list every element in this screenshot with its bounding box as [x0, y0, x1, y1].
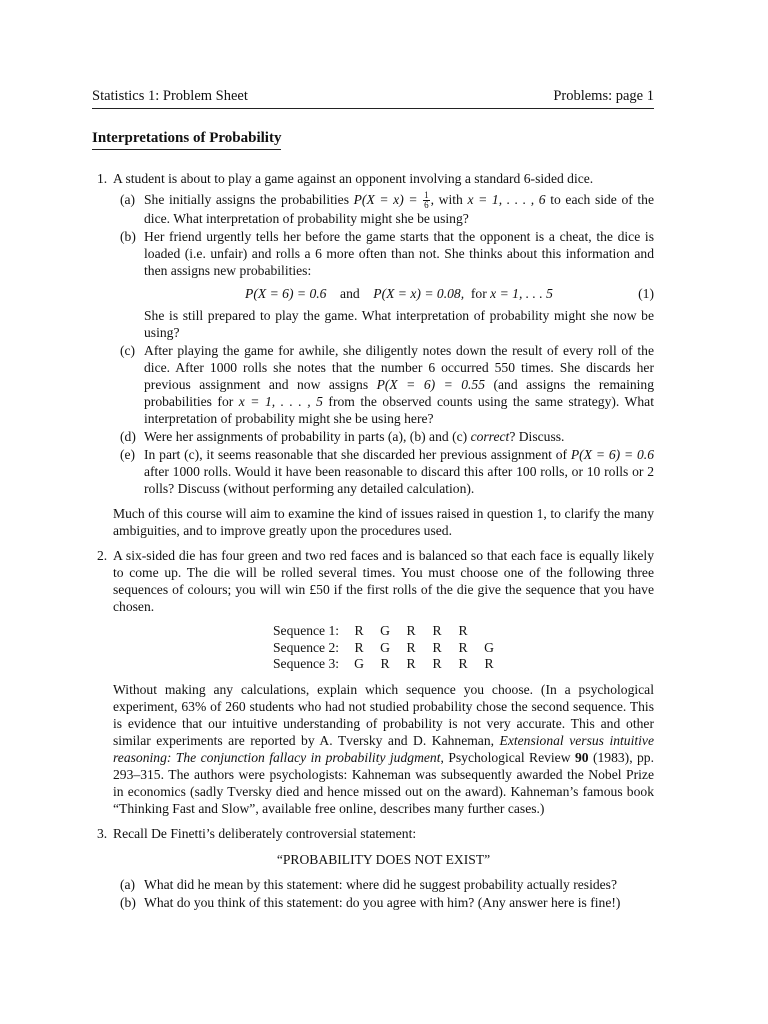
part-1a: [113, 191, 654, 227]
sequence-cell: R: [354, 639, 364, 655]
part-text: (and assigns the remaining probabilities for: [144, 377, 655, 410]
sequence-cell: G: [354, 656, 364, 672]
sequence-cell: R: [406, 623, 416, 639]
header-page-label: Problems: page 1: [553, 88, 654, 104]
part-1e: [113, 446, 654, 497]
question-number: 1.: [97, 171, 108, 186]
equation-and: and: [340, 286, 360, 302]
part-text: What do you think of this statement: do you agree with him? (Any answer here is fine!): [144, 894, 621, 910]
part-text: She is still prepared to play the game. What interpretation of probability might she now be using?: [144, 308, 654, 341]
part-text: After playing the game for awhile, she diligently notes down the result of every roll of the dice. After 1000 rolls she notes that the number 6 occurred 550 times. She discards her previous assignment and now assigns: [144, 343, 654, 393]
math-expression: P(X = 6) = 0.55: [376, 377, 486, 393]
question-number: 3.: [97, 825, 108, 841]
paragraph-text: Without making any calculations, explain which sequence you choose. (In a psychological experiment, 63% of 260 students who had not studied probability chose the second sequence. This is evidence that our intuitive understanding of probability is not very accurate. This and other similar experiments are reported by A. Tversky and D. Kahneman,: [113, 681, 654, 748]
quote: “PROBABILITY DOES NOT EXIST”: [276, 851, 491, 867]
part-text: after 1000 rolls. Would it have been reasonable to discard this after 100 rolls, or 10 rolls or 2 rolls? Discuss (without performing any detailed calculation).: [144, 464, 654, 497]
question-text: Recall De Finetti’s deliberately controversial statement:: [113, 825, 417, 841]
question-1: [92, 170, 654, 539]
part-label: (b): [120, 229, 136, 245]
part-1d: [113, 428, 654, 445]
part-text: , with: [430, 192, 468, 207]
sequence-row: [273, 640, 505, 657]
question-parts: [113, 876, 654, 911]
citation-title: Extensional versus intuitive reasoning: The conjunction fallacy in probability judgment: [113, 732, 654, 765]
fraction-numerator: 1: [424, 190, 429, 201]
equation-range: x = 1, . . . 5: [490, 286, 553, 302]
question-number: 2.: [97, 548, 108, 564]
equation-1: [144, 285, 654, 302]
sequence-cell: R: [432, 656, 442, 672]
part-1c: [113, 342, 654, 427]
citation-volume: 90: [574, 749, 589, 765]
sequence-label: Sequence 3:: [273, 656, 340, 672]
closing-paragraph: Much of this course will aim to examine the kind of issues raised in question 1, to clarify the many ambiguities, and to improve greatly upon the procedures used.: [113, 506, 654, 539]
math-expression: x = 1, . . . , 5: [238, 394, 323, 410]
part-text: In part (c), it seems reasonable that she discarded her previous assignment of: [144, 447, 571, 463]
equation-left: P(X = 6) = 0.6: [245, 286, 327, 302]
emphasis-text: correct: [470, 429, 510, 445]
part-3b: [113, 894, 654, 911]
fraction-denominator: 6: [424, 200, 429, 211]
page-header: [92, 88, 654, 105]
sequence-row: [273, 656, 505, 673]
sequence-cell: R: [458, 639, 468, 655]
math-expression: P(X = 6) = 0.6: [570, 447, 654, 463]
part-1b: [113, 228, 654, 341]
header-title: Statistics 1: Problem Sheet: [92, 88, 248, 104]
sequence-cell: [479, 623, 505, 640]
math-expression: P(X = x) =: [353, 192, 423, 207]
equation-number: (1): [638, 286, 654, 302]
sequence-row: [273, 623, 505, 640]
problem-list: [92, 170, 654, 916]
part-text: from the observed counts using the same strategy). What interpretation of probability might she be using here?: [144, 394, 654, 427]
sequence-cell: R: [458, 656, 468, 672]
part-label: (b): [120, 894, 136, 910]
part-label: (d): [120, 429, 136, 445]
question-text: A six-sided die has four green and two red faces and is balanced so that each face is equally likely to come up. The die will be rolled several times. You must choose one of the following three sequences of colours; you will win £50 if the first rolls of the die give the sequence that you have chosen.: [113, 548, 654, 615]
sequence-cell: R: [432, 623, 442, 639]
sequence-label: Sequence 1:: [273, 623, 340, 639]
question-text: A student is about to play a game against an opponent involving a standard 6-sided dice.: [113, 171, 594, 186]
part-label: (a): [120, 192, 136, 207]
part-label: (e): [120, 447, 136, 463]
sequence-cell: G: [380, 639, 390, 655]
section-title: Interpretations of Probability: [92, 130, 281, 150]
part-label: (a): [120, 876, 136, 892]
sequence-cell: R: [406, 656, 416, 672]
sequence-cell: G: [380, 623, 390, 639]
sequence-cell: R: [484, 656, 494, 672]
paragraph-text: , Psychological Review: [440, 749, 575, 765]
sequence-cell: G: [484, 639, 494, 655]
question-parts: [113, 191, 654, 497]
sequence-cell: R: [432, 639, 442, 655]
part-text: What did he mean by this statement: where did he suggest probability actually resides?: [144, 876, 618, 892]
equation-for: for: [470, 286, 487, 302]
part-text: Her friend urgently tells her before the game starts that the opponent is a cheat, the dice is loaded (i.e. unfair) and rolls a 6 more often than not. She thinks about this information and then assigns new probabilities:: [144, 229, 654, 279]
part-3a: [113, 876, 654, 893]
question-2: [92, 547, 654, 817]
sequence-cell: R: [354, 623, 364, 639]
equation-right: P(X = x) = 0.08,: [373, 286, 465, 302]
part-text: She initially assigns the probabilities: [144, 192, 354, 207]
sequence-label: Sequence 2:: [273, 639, 340, 655]
part-label: (c): [120, 343, 136, 359]
sequence-cell: R: [380, 656, 390, 672]
question-3: [92, 825, 654, 911]
explanation-paragraph: [113, 681, 654, 817]
header-rule: [92, 108, 654, 109]
sequence-cell: R: [458, 623, 468, 639]
paragraph-text: (1983), pp. 293–315. The authors were psychologists: Kahneman was subsequently awarded the Nobel Prize in economics (sadly Tversky died and hence missed out on the award). Kahneman’s famous book “Thinking Fast and Slow”, available free online, describes many further cases.): [113, 749, 655, 816]
part-text: ? Discuss.: [509, 429, 565, 445]
sequence-table: [273, 623, 505, 673]
fraction: [423, 191, 430, 210]
part-text: to each side of the dice. What interpretation of probability might she be using?: [144, 192, 655, 227]
sequence-cell: R: [406, 639, 416, 655]
part-text: Were her assignments of probability in parts (a), (b) and (c): [144, 429, 471, 445]
math-expression: x = 1, . . . , 6: [467, 192, 546, 207]
